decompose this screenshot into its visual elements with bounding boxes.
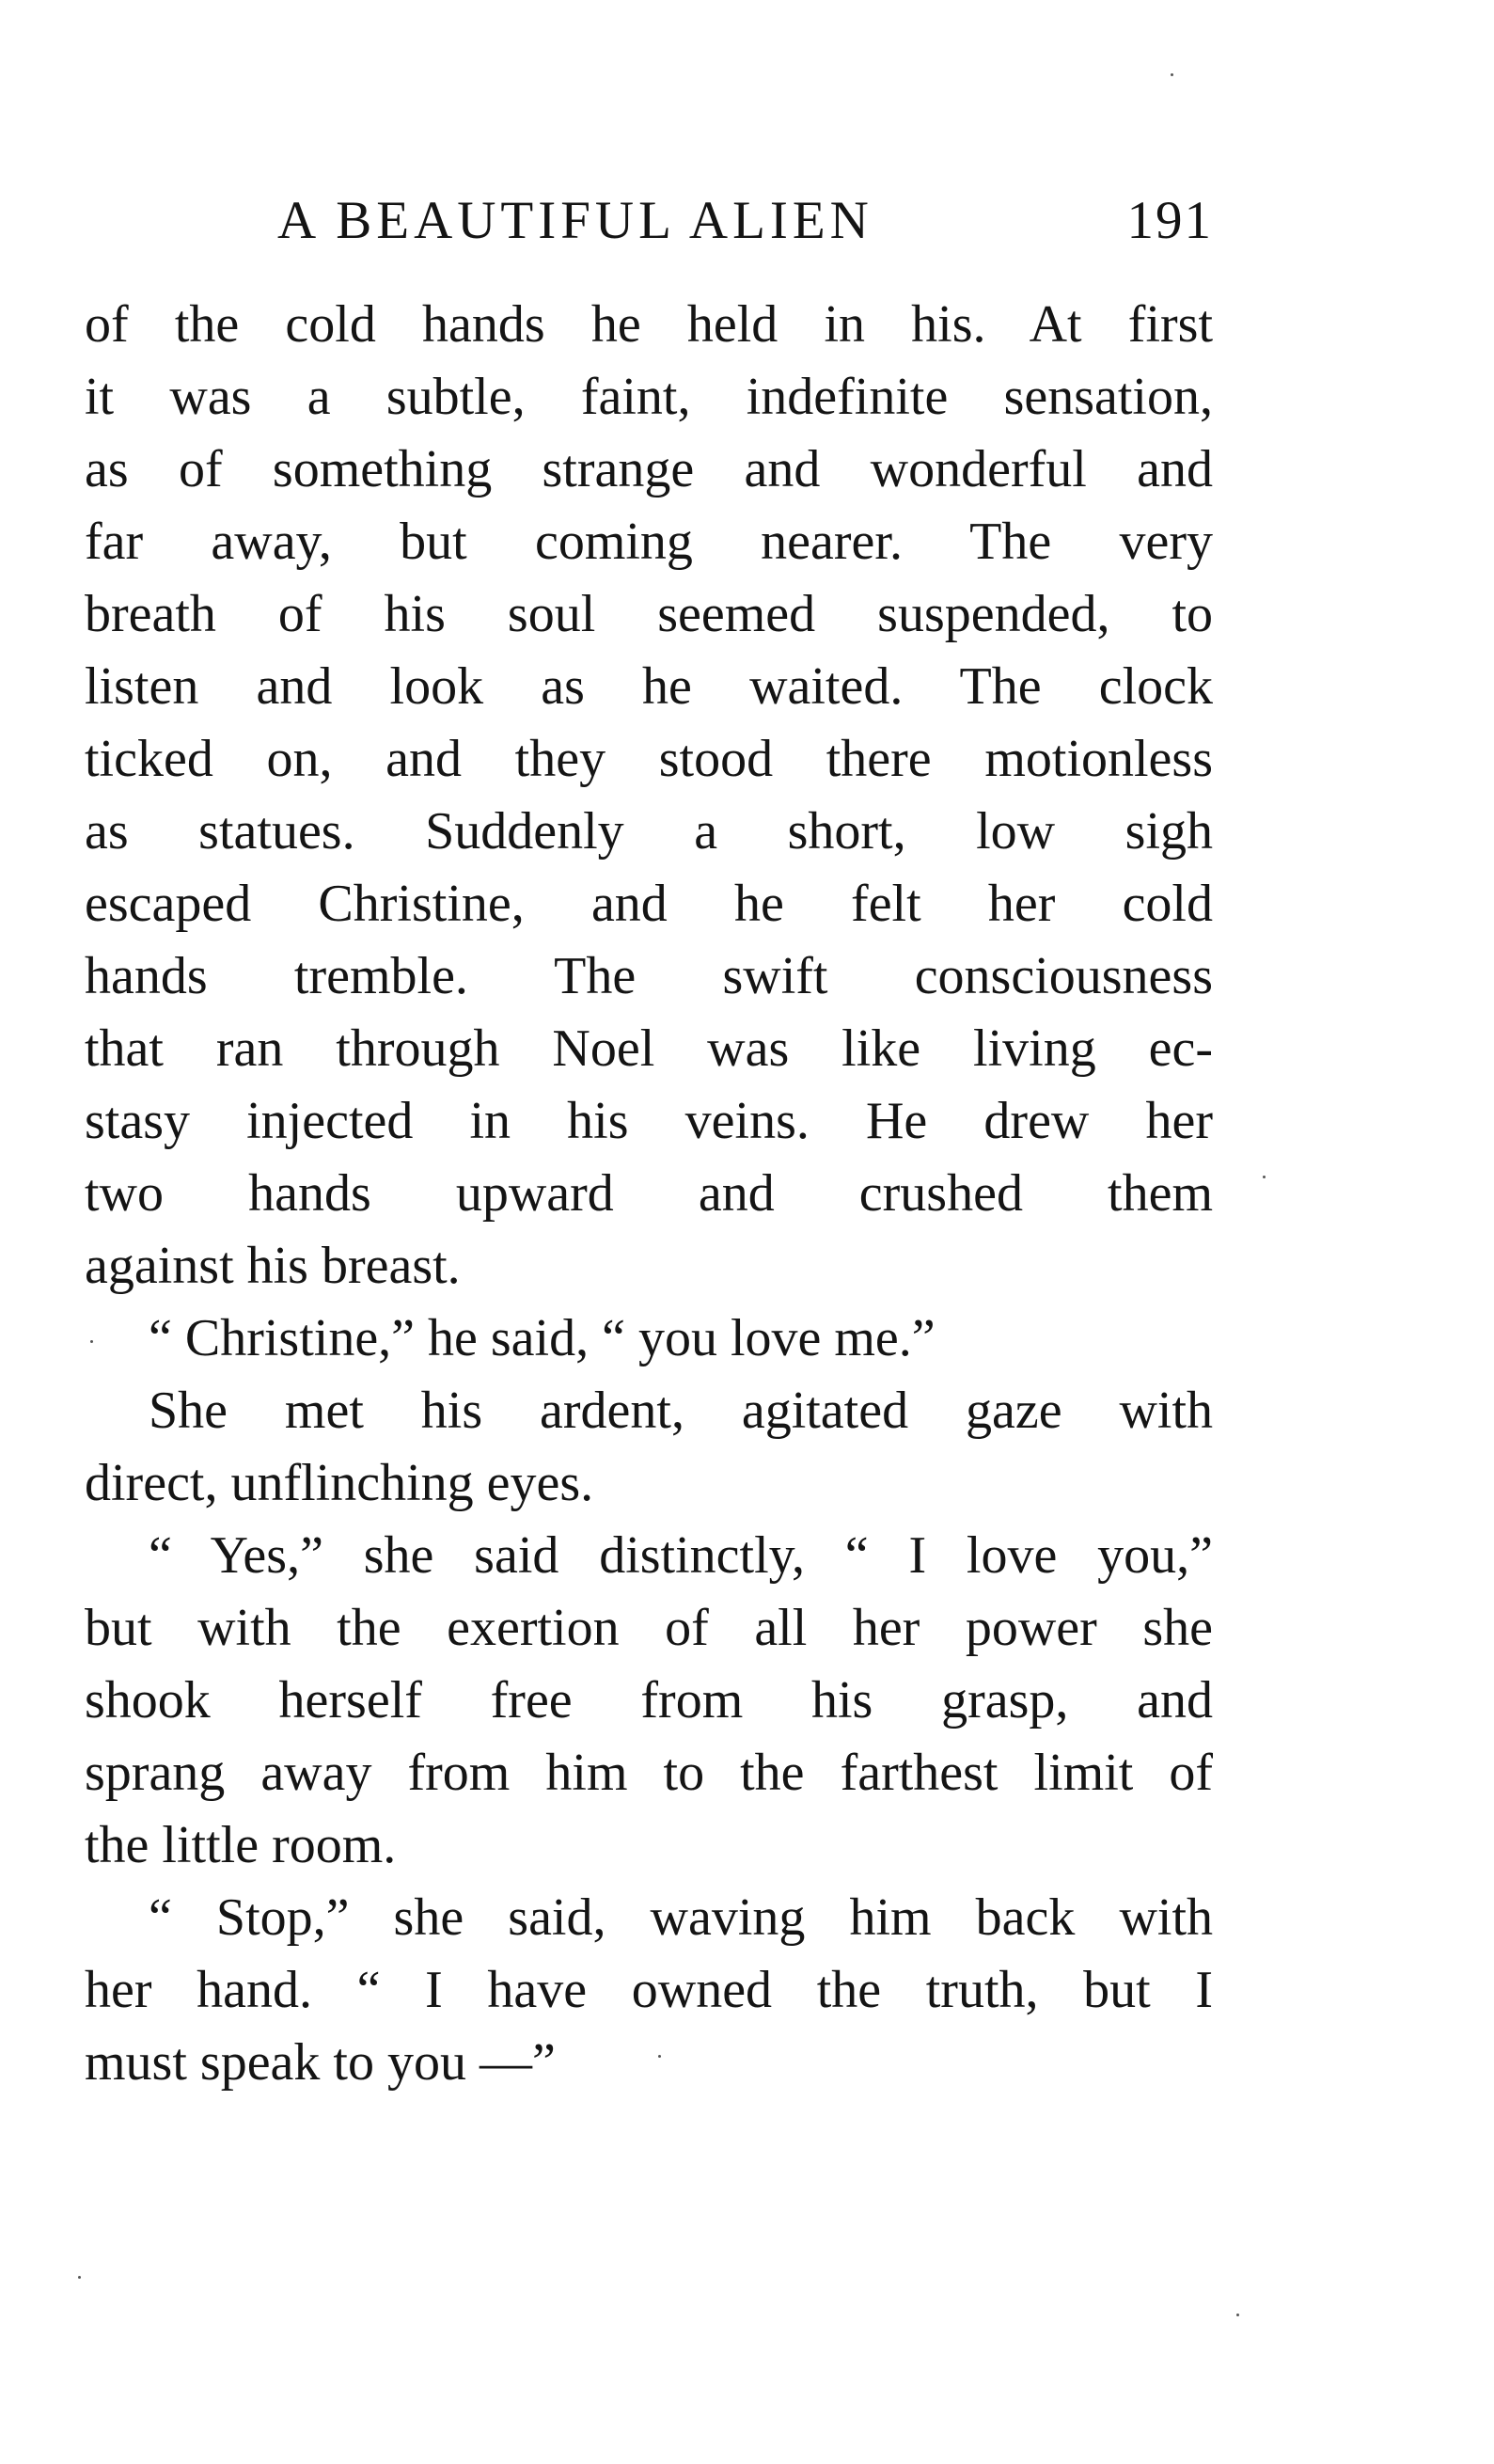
- text-line: her hand. “ I have owned the truth, but I: [85, 1961, 1213, 2019]
- text-line: must speak to you —”: [85, 2033, 556, 2092]
- paper-speck: [1263, 1176, 1266, 1178]
- text-line: of the cold hands he held in his. At first: [85, 295, 1213, 354]
- text-line: shook herself free from his grasp, and: [85, 1671, 1213, 1730]
- text-line: “ Stop,” she said, waving him back with: [149, 1888, 1213, 1947]
- text-line: sprang away from him to the farthest limit of: [85, 1744, 1213, 1802]
- text-line: listen and look as he waited. The clock: [85, 657, 1213, 716]
- text-line: as of something strange and wonderful and: [85, 440, 1213, 498]
- paper-speck: [1236, 2314, 1239, 2316]
- body-text: [85, 289, 1213, 2099]
- running-title: A BEAUTIFUL ALIEN: [277, 191, 873, 250]
- text-line: that ran through Noel was like living ec-: [85, 1019, 1213, 1078]
- text-line: but with the exertion of all her power she: [85, 1599, 1213, 1657]
- text-line: two hands upward and crushed them: [85, 1164, 1213, 1223]
- text-line: far away, but coming nearer. The very: [85, 513, 1213, 571]
- text-line: ticked on, and they stood there motionless: [85, 730, 1213, 788]
- paper-speck: [658, 2055, 661, 2058]
- text-line: the little room.: [85, 1816, 397, 1874]
- text-line: breath of his soul seemed suspended, to: [85, 585, 1213, 643]
- text-line: stasy injected in his veins. He drew her: [85, 1092, 1213, 1150]
- text-line: hands tremble. The swift consciousness: [85, 947, 1213, 1005]
- page-number: 191: [1126, 191, 1213, 250]
- text-line: She met his ardent, agitated gaze with: [149, 1382, 1213, 1440]
- text-line: it was a subtle, faint, indefinite sensation,: [85, 368, 1213, 426]
- text-line: “ Yes,” she said distinctly, “ I love you,”: [149, 1526, 1213, 1585]
- paper-speck: [1171, 73, 1173, 76]
- text-line: escaped Christine, and he felt her cold: [85, 875, 1213, 933]
- paper-speck: [78, 2276, 81, 2279]
- text-line: against his breast.: [85, 1237, 461, 1295]
- paper-speck: [90, 1340, 93, 1343]
- text-line: as statues. Suddenly a short, low sigh: [85, 802, 1213, 861]
- page-header: [85, 183, 1213, 259]
- text-line: “ Christine,” he said, “ you love me.”: [149, 1309, 936, 1367]
- text-line: direct, unflinching eyes.: [85, 1454, 594, 1512]
